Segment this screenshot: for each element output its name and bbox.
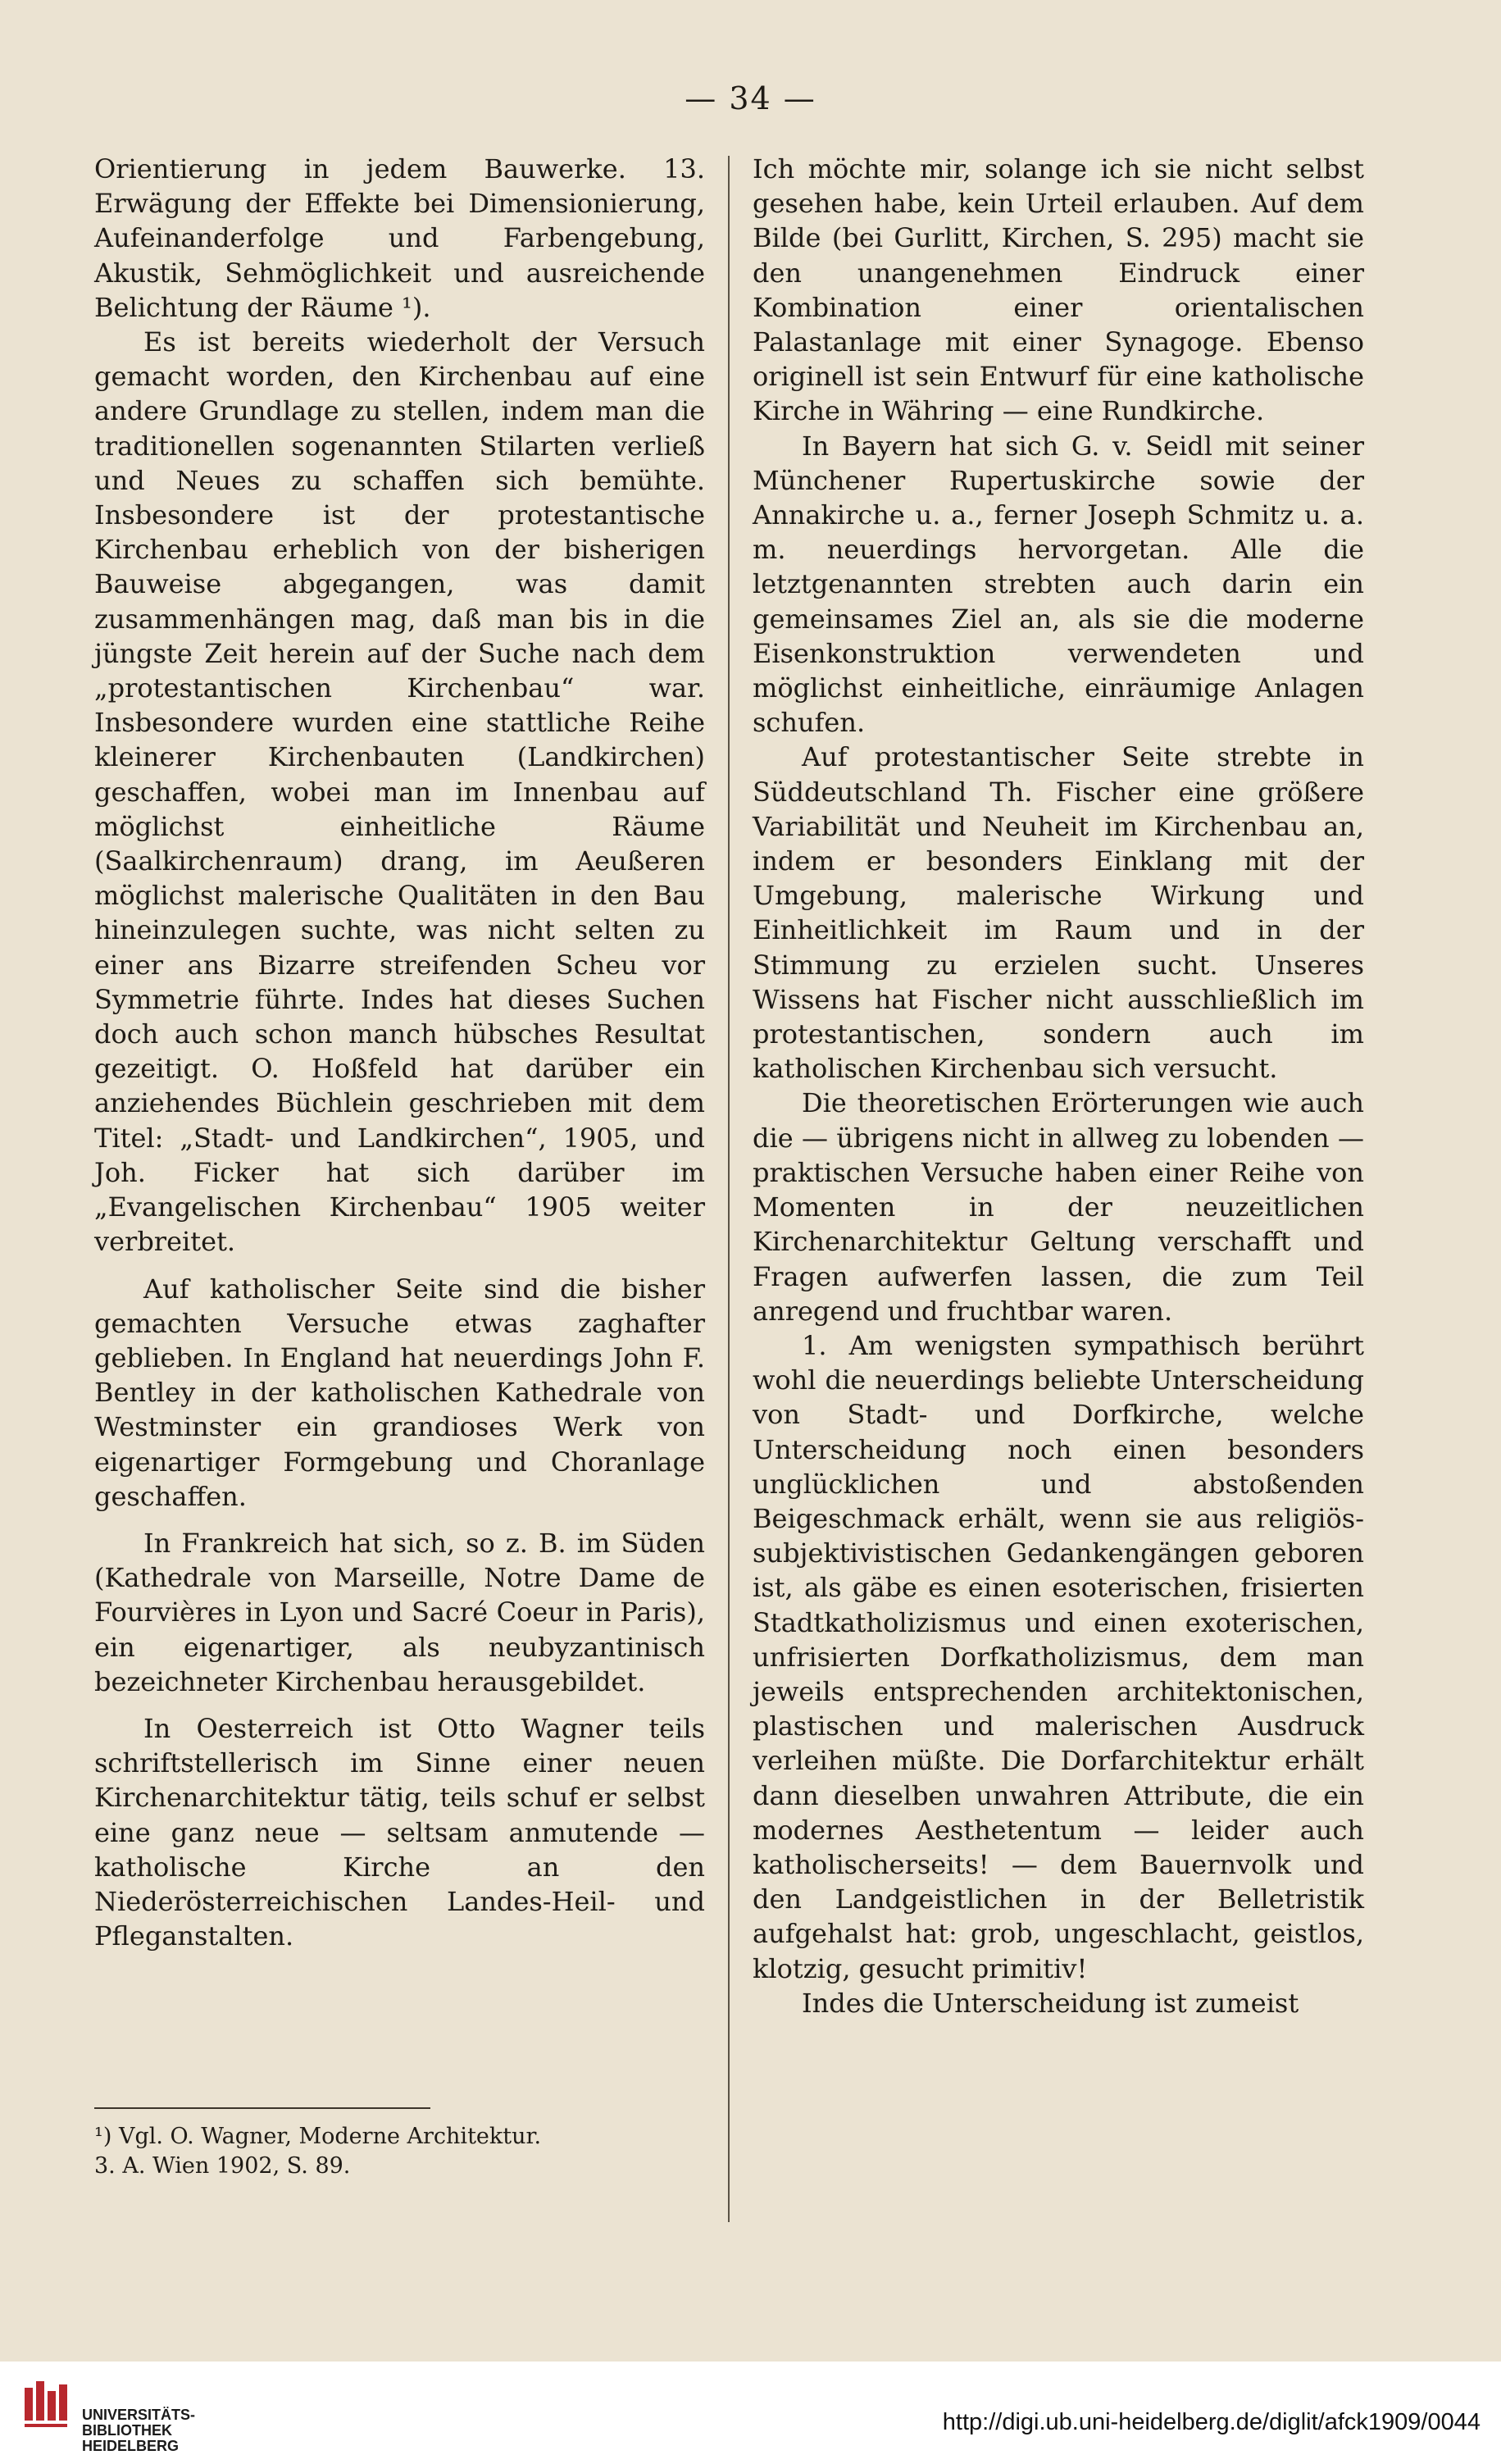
paragraph: Ich möchte mir, solange ich sie nicht selbst gesehen habe, kein Urteil erlauben. Auf dem Bilde (bei Gurlitt, Kirchen, S. 295) macht sie den unangenehmen Eindruck einer Kombination einer orientalischen Palastanlage mit einer Synagoge. Ebenso originell ist sein Entwurf für eine katholische Kirche in Währing — eine Rundkirche. (753, 153, 1364, 427)
paragraph: Auf protestantischer Seite strebte in Süddeutschland Th. Fischer eine größere Variabilität und Neuheit im Kirchenbau an, indem er besonders Einklang mit der Umgebung, malerische Wirkung und Einheitlichkeit im Raum und in der Stimmung zu erzielen sucht. Unseres Wissens hat Fischer nicht ausschließlich im protestantischen, sondern auch im katholischen Kirchenbau sich versucht. (753, 741, 1364, 1085)
footer-bar (0, 2362, 1501, 2464)
logo-line: HEIDELBERG (82, 2438, 180, 2454)
footnote-line: ¹) Vgl. O. Wagner, Moderne Architektur. (94, 2124, 542, 2149)
paragraph: In Frankreich hat sich, so z. B. im Süden (Kathedrale von Marseille, Notre Dame de Fourvières in Lyon und Sacré Coeur in Paris), ein eigenartiger, als neubyzantinisch bezeichneter Kirchenbau herausgebildet. (94, 1527, 705, 1697)
paragraph: Es ist bereits wiederholt der Versuch gemacht worden, den Kirchenbau auf eine andere Grundlage zu stellen, indem man die traditionellen sogenannten Stilarten verließ und Neues zu schaffen sich bemühte. Insbesondere ist der protestantische Kirchenbau erheblich von der bisherigen Bauweise abgegangen, was damit zusammenhängen mag, daß man bis in die jüngste Zeit herein auf der Suche nach dem „protestantischen Kirchenbau“ war. Insbesondere wurden eine stattliche Reihe kleinerer Kirchenbauten (Landkirchen) geschaffen, wobei man im Innenbau auf möglichst einheitliche Räume (Saalkirchenraum) drang, im Aeußeren möglichst malerische Qualitäten in den Bau hineinzulegen suchte, was nicht selten zu einer ans Bizarre streifenden Scheu vor Symmetrie führte. Indes hat dieses Suchen doch auch schon manch hübsches Resultat gezeitigt. O. Hoßfeld hat darüber ein anziehendes Büchlein geschrieben mit dem Titel: „Stadt- und Landkirchen“, 1905, und Joh. Ficker hat sich darüber im „Evangelischen Kirchenbau“ 1905 weiter verbreitet. (94, 326, 705, 1258)
logo-line: BIBLIOTHEK (82, 2422, 172, 2439)
footnotes (94, 2122, 705, 2181)
paragraph: Auf katholischer Seite sind die bisher gemachten Versuche etwas zaghafter geblieben. In England hat neuerdings John F. Bentley in der katholischen Kathedrale von Westminster ein grandioses Werk von eigenartiger Formgebung und Choranlage geschaffen. (94, 1273, 705, 1512)
right-column (753, 152, 1364, 2020)
column-divider (728, 156, 730, 2222)
paragraph: Indes die Unterscheidung ist zumeist (802, 1987, 1299, 2019)
page-number: — 34 — (685, 80, 816, 116)
paragraph: In Bayern hat sich G. v. Seidl mit seiner Münchener Rupertuskirche sowie der Annakirche u. a., ferner Joseph Schmitz u. a. m. neuerdings hervorgetan. Alle die letztgenannten strebten auch darin ein gemeinsames Ziel an, als sie die moderne Eisenkonstruktion verwendeten und möglichst einheitliche, einräumige Anlagen schufen. (753, 430, 1364, 739)
paragraph: Orientierung in jedem Bauwerke. 13. Erwägung der Effekte bei Dimensionierung, Aufeinanderfolge und Farbengebung, Akustik, Sehmöglichkeit und ausreichende Belichtung der Räume ¹). (94, 153, 705, 323)
paragraph: 1. Am wenigsten sympathisch berührt wohl die neuerdings beliebte Unterscheidung von Stadt- und Dorfkirche, welche Unterscheidung noch einen besonders unglücklichen und abstoßenden Beigeschmack erhält, wenn sie aus religiös-subjektivistischen Gedankengängen geboren ist, als gäbe es einen esoterischen, frisierten Stadtkatholizismus und einen exoterischen, unfrisierten Dorfkatholizismus, dem man jeweils entsprechenden architektonischen, plastischen und malerischen Ausdruck verleihen müßte. Die Dorfarchitektur erhält dann dieselben unwahren Attribute, die ein modernes Aesthetentum — leider auch katholischerseits! — dem Bauernvolk und den Landgeistlichen in der Belletristik aufgehalst hat: grob, ungeschlacht, geistlos, klotzig, gesucht primitiv! (753, 1329, 1364, 1984)
library-emblem-icon (18, 2376, 84, 2450)
footnote-line: 3. A. Wien 1902, S. 89. (94, 2153, 351, 2179)
paragraph: In Oesterreich ist Otto Wagner teils schriftstellerisch im Sinne einer neuen Kirchenarchitektur tätig, teils schuf er selbst eine ganz neue — seltsam anmutende — katholische Kirche an den Niederösterreichischen Landes-Heil- und Pfleganstalten. (94, 1712, 705, 1952)
footnote-rule (94, 2107, 430, 2109)
paragraph: Die theoretischen Erörterungen wie auch die — übrigens nicht in allweg zu lobenden — praktischen Versuche haben einer Reihe von Momenten in der neuzeitlichen Kirchenarchitektur Geltung verschafft und Fragen aufwerfen lassen, die zum Teil anregend und fruchtbar waren. (753, 1087, 1364, 1327)
source-url-link[interactable]: http://digi.ub.uni-heidelberg.de/diglit/afck1909/0044 (942, 2409, 1481, 2435)
left-column (94, 152, 705, 1953)
logo-text (82, 2407, 195, 2454)
logo-line: UNIVERSITÄTS- (82, 2407, 196, 2423)
